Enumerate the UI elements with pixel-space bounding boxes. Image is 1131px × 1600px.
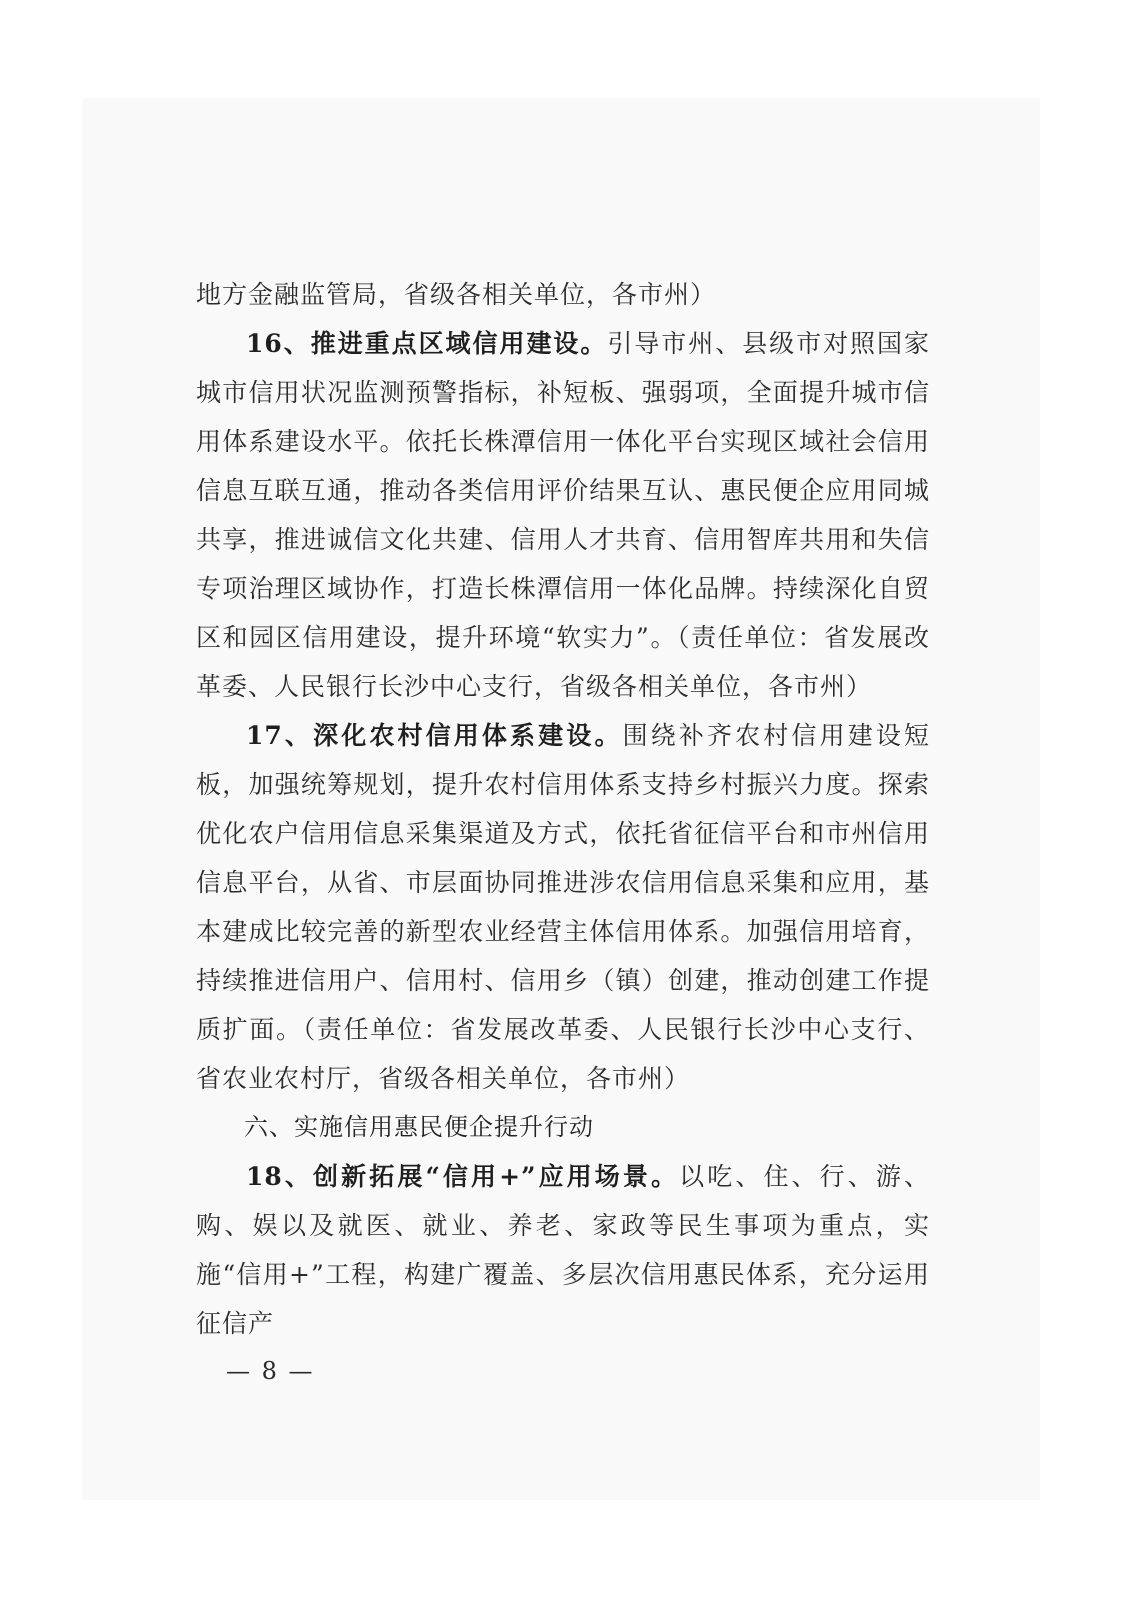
page-number: — 8 — xyxy=(226,1357,315,1385)
item-16-paragraph xyxy=(196,319,930,711)
document-body xyxy=(196,270,930,1348)
item-16-text: 引导市州、县级市对照国家城市信用状况监测预警指标，补短板、强弱项，全面提升城市信用体系建设水平。依托长株潭信用一体化平台实现区域社会信用信息互联互通，推动各类信用评价结果互认、惠民便企应用同城共享，推进诚信文化共建、信用人才共育、信用智库共用和失信专项治理区域协作，打造长株潭信用一体化品牌。持续深化自贸区和园区信用建设，提升环境“软实力”。（责任单位：省发展改革委、人民银行长沙中心支行，省级各相关单位，各市州） xyxy=(196,329,930,701)
section-heading: 六、实施信用惠民便企提升行动 xyxy=(244,1113,594,1141)
item-17-text: 围绕补齐农村信用建设短板，加强统筹规划，提升农村信用体系支持乡村振兴力度。探索优化农户信用信息采集渠道及方式，依托省征信平台和市州信用信息平台，从省、市层面协同推进涉农信用信息采集和应用，基本建成比较完善的新型农业经营主体信用体系。加强信用培育，持续推进信用户、信用村、信用乡（镇）创建，推动创建工作提质扩面。（责任单位：省发展改革委、人民银行长沙中心支行、省农业农村厅，省级各相关单位，各市州） xyxy=(196,721,930,1093)
item-17-heading: 17、深化农村信用体系建设。 xyxy=(246,721,623,750)
item-18-paragraph xyxy=(196,1152,930,1348)
continuation-paragraph: 地方金融监管局，省级各相关单位，各市州） xyxy=(196,280,717,309)
item-18-text: 以吃、住、行、游、购、娱以及就医、就业、养老、家政等民生事项为重点，实施“信用+”工程，构建广覆盖、多层次信用惠民体系，充分运用征信产 xyxy=(196,1162,930,1338)
item-18-heading: 18、创新拓展“信用+”应用场景。 xyxy=(246,1162,680,1191)
item-16-heading: 16、推进重点区域信用建设。 xyxy=(246,329,608,358)
item-17-paragraph xyxy=(196,711,930,1103)
